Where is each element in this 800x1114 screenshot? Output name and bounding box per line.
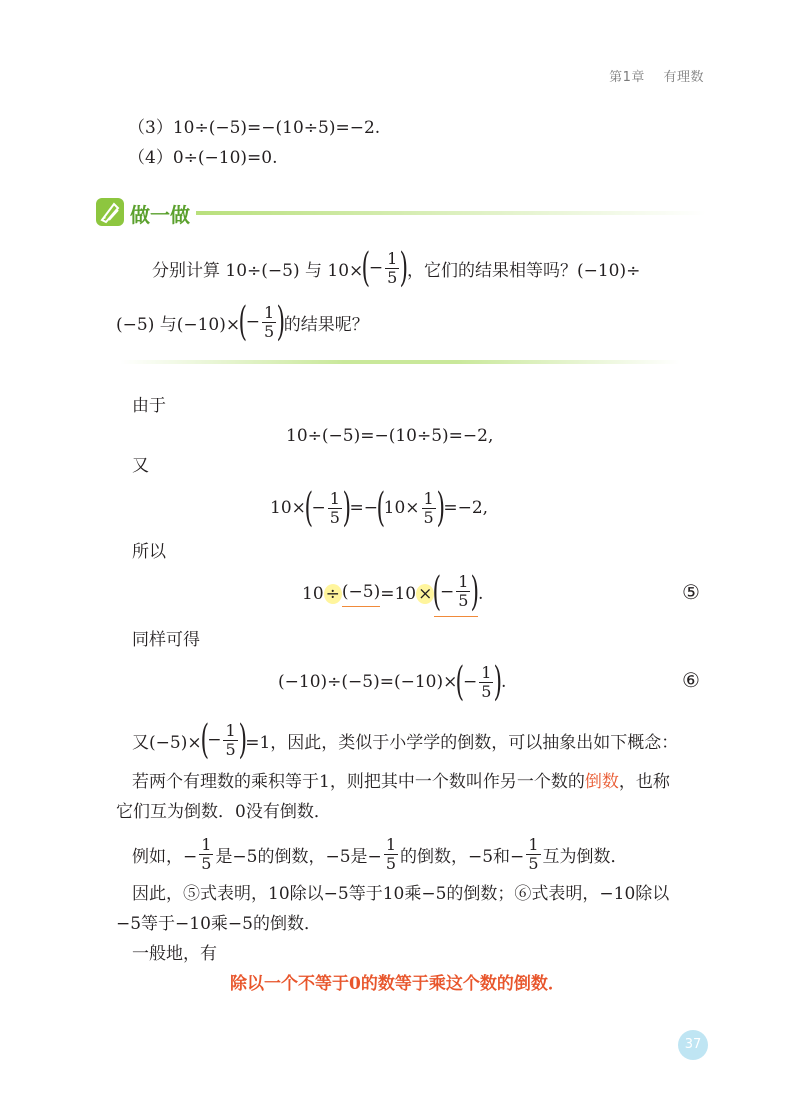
fraction: [262, 304, 276, 341]
equation-2-part-c: 10×: [383, 498, 420, 518]
fraction-denominator: 5: [528, 853, 539, 873]
fraction: [479, 664, 493, 701]
fraction: [199, 836, 213, 873]
equation-2-part-d: =−2,: [443, 498, 489, 518]
reciprocal-term: 倒数: [584, 772, 619, 792]
fraction-numerator: 1: [201, 834, 212, 854]
chapter-title: 有理数: [663, 70, 704, 85]
fraction-numerator: 1: [385, 834, 396, 854]
fraction: [328, 490, 342, 527]
right-paren: ): [276, 299, 286, 345]
definition-part-b: ，也称: [618, 772, 670, 792]
left-paren: (: [238, 299, 248, 345]
fraction-denominator: 5: [423, 507, 434, 527]
right-paren: ): [342, 485, 352, 531]
equation-3-part-c: =10: [380, 584, 417, 604]
division-rule: 除以一个不等于0的数等于乘这个数的倒数．: [230, 974, 565, 994]
pencil-ruler-icon: [96, 198, 124, 226]
example-3: （3）10÷(−5)=−(10÷5)=−2.: [128, 118, 381, 138]
equation-4: [278, 660, 506, 704]
fraction-numerator: 1: [458, 572, 469, 591]
equation-2-part-b: =−: [349, 498, 379, 518]
definition-line-1: [132, 770, 670, 794]
example-part-c: 的倒数，−5和−: [400, 846, 525, 867]
minus-sign: −: [439, 581, 455, 602]
fraction-denominator: 5: [387, 267, 398, 287]
activity-header: [96, 198, 706, 228]
fraction-numerator: 1: [423, 488, 434, 508]
fraction: [385, 250, 399, 287]
fraction-numerator: 1: [481, 662, 492, 682]
fraction: [422, 490, 436, 527]
minus-sign: −: [311, 498, 326, 518]
highlighted-times-sign: ×: [418, 584, 433, 604]
left-paren: (: [432, 568, 442, 615]
right-paren: ): [470, 568, 480, 615]
equation-2: [270, 486, 488, 530]
fraction-denominator: 5: [481, 681, 492, 701]
fraction: [384, 836, 398, 873]
page-number: 37: [678, 1030, 708, 1060]
minus-sign: −: [245, 312, 260, 332]
example-part-a: 例如，−: [132, 846, 198, 867]
right-paren: ): [399, 245, 409, 291]
activity-divider: [196, 211, 706, 215]
equation-3: [302, 568, 484, 616]
left-paren: (: [200, 717, 209, 763]
equation-tag-5: ⑤: [682, 580, 700, 604]
fraction-denominator: 5: [329, 507, 340, 527]
equation-3-end: .: [478, 584, 484, 604]
since-label: 由于: [132, 396, 166, 416]
example-paragraph: [132, 832, 628, 876]
fraction-denominator: 5: [385, 853, 396, 873]
paragraph-1-part-b: =1，因此，类似于小学学的倒数，可以抽象出如下概念：: [245, 732, 679, 753]
activity-question-line-1: [152, 246, 640, 290]
minus-sign: −: [462, 672, 478, 692]
underlined-reciprocal: [432, 568, 480, 617]
generally-label: 一般地，有: [132, 944, 217, 964]
fraction-numerator: 1: [329, 488, 340, 508]
activity-title: 做一做: [130, 203, 190, 227]
definition-line-2: 它们互为倒数．0没有倒数．: [116, 802, 331, 822]
equation-1: 10÷(−5)=−(10÷5)=−2,: [286, 426, 494, 446]
fraction-denominator: 5: [263, 321, 275, 341]
equation-4-part-a: (−10)÷(−5)=(−10)×: [278, 672, 458, 692]
activity-question-part-4: 的结果呢？: [283, 314, 369, 335]
fraction-numerator: 1: [225, 720, 236, 740]
equation-2-part-a: 10×: [270, 498, 306, 518]
conclusion-line-1: 因此，⑤式表明，10除以−5等于10乘−5的倒数；⑥式表明，−10除以: [132, 884, 670, 904]
right-paren: ): [493, 659, 503, 705]
activity-question-part-1: 分别计算 10÷(−5) 与 10×: [152, 260, 364, 281]
chapter-number: 第1章: [609, 70, 645, 85]
running-header: [609, 66, 704, 85]
definition-part-a: 若两个有理数的乘积等于1，则把其中一个数叫作另一个数的: [132, 772, 585, 792]
right-paren: ): [238, 717, 247, 763]
right-paren: ): [436, 485, 445, 531]
fraction: [526, 836, 540, 873]
conclusion-line-2: −5等于−10乘−5的倒数．: [116, 914, 321, 934]
fraction: [456, 573, 470, 610]
activity-end-divider: [120, 360, 680, 364]
left-paren: (: [361, 245, 371, 291]
fraction-numerator: 1: [528, 834, 539, 854]
fraction: [223, 722, 237, 759]
underlined-divisor: (−5): [342, 582, 380, 607]
equation-3-part-a: 10: [302, 584, 324, 604]
activity-question-line-2: [116, 300, 369, 344]
similarly-label: 同样可得: [132, 630, 200, 650]
minus-sign: −: [368, 258, 384, 278]
also-label: 又: [132, 456, 149, 476]
minus-sign: −: [207, 730, 222, 750]
paragraph-1: [132, 718, 678, 762]
activity-question-part-2: ，它们的结果相等吗？(−10)÷: [406, 260, 641, 281]
highlighted-divide-sign: ÷: [325, 584, 340, 604]
equation-4-end: .: [501, 672, 507, 692]
example-part-b: 是−5的倒数，−5是−: [215, 846, 382, 867]
fraction-denominator: 5: [225, 739, 236, 759]
paragraph-1-part-a: 又(−5)×: [132, 732, 202, 753]
left-paren: (: [376, 485, 386, 531]
fraction-numerator: 1: [387, 248, 398, 268]
fraction-numerator: 1: [263, 302, 275, 322]
example-4: （4）0÷(−10)=0.: [128, 148, 278, 168]
example-part-d: 互为倒数．: [542, 846, 628, 867]
activity-question-part-3: (−5) 与(−10)×: [116, 314, 241, 335]
therefore-label: 所以: [132, 542, 166, 562]
left-paren: (: [455, 659, 465, 705]
fraction-denominator: 5: [201, 853, 212, 873]
left-paren: (: [304, 485, 313, 531]
equation-tag-6: ⑥: [682, 668, 700, 692]
fraction-denominator: 5: [458, 591, 469, 610]
